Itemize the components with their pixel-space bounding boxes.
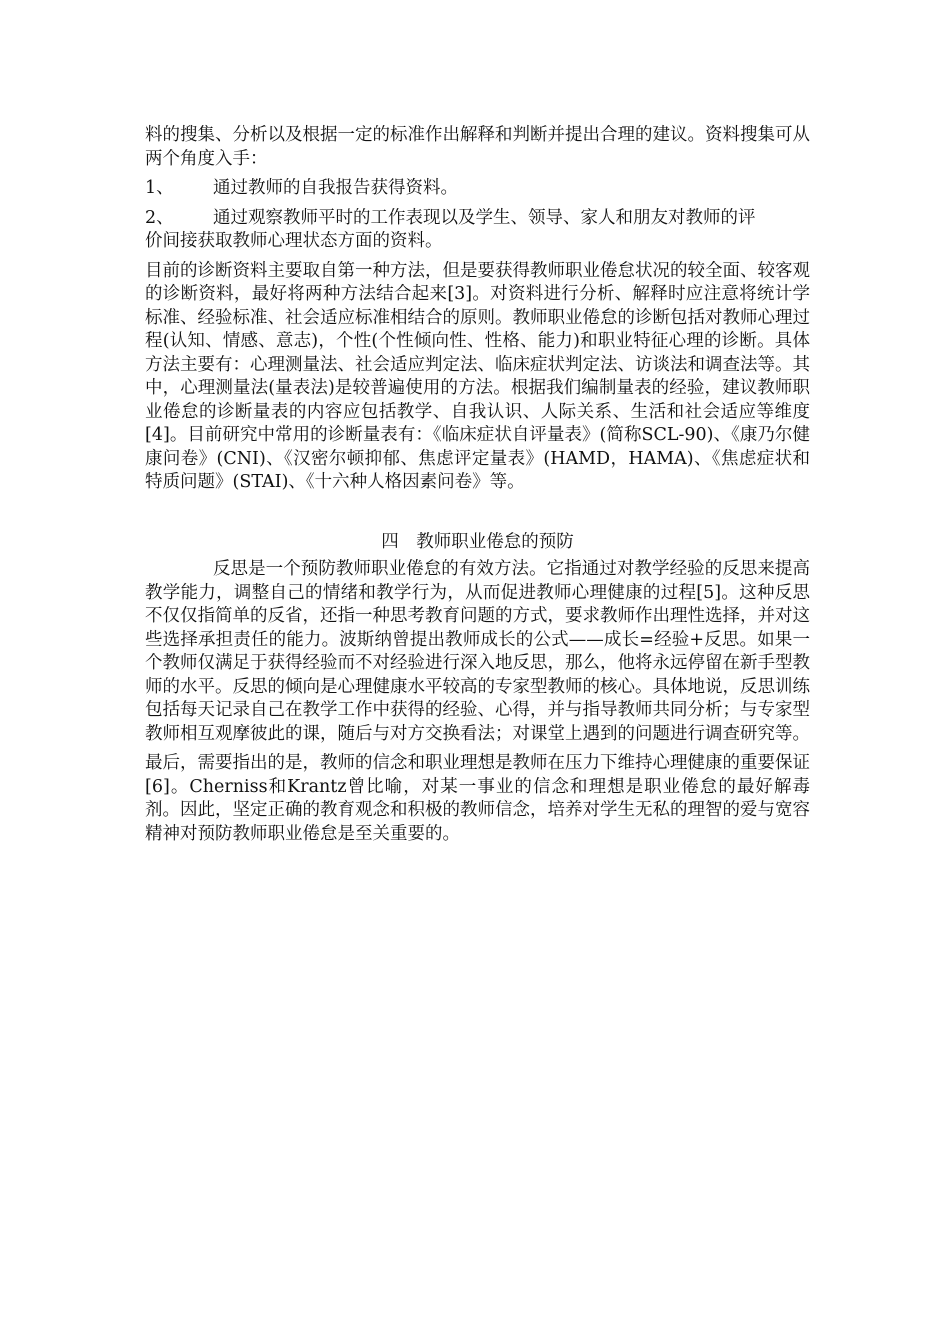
list-number: 2、 (145, 207, 174, 228)
list-text: 通过观察教师平时的工作表现以及学生、领导、家人和朋友对教师的评 (213, 207, 756, 228)
list-text-continuation: 价间接获取教师心理状态方面的资料。 (145, 231, 443, 251)
list-item-2 (145, 207, 810, 231)
list-number: 1、 (145, 178, 174, 198)
paragraph-diagnosis: 目前的诊断资料主要取自第一种方法，但是要获得教师职业倦怠状况的较全面、较客观的诊断资料，最好将两种方法结合起来[3]。对资料进行分析、解释时应注意将统计学标准、经验标准、社会适应标准相结合的原则。教师职业倦怠的诊断包括对教师心理过程(认知、情感、意志)，个性(个性倾向性、性格、能力)和职业特征心理的诊断。具体方法主要有：心理测量法、社会适应判定法、临床症状判定法、访谈法和调查法等。其中，心理测量法(量表法)是较普遍使用的方法。根据我们编制量表的经验，建议教师职业倦怠的诊断量表的内容应包括教学、自我认识、人际关系、生活和社会适应等维度[4]。目前研究中常用的诊断量表有：《临床症状自评量表》(简称SCL-90)、《康乃尔健康问卷》(CNI)、《汉密尔顿抑郁、焦虑评定量表》(HAMD，HAMA)、《焦虑症状和特质问题》(STAI)、《十六种人格因素问卷》等。 (145, 260, 810, 492)
section-heading: 四 教师职业倦怠的预防 (381, 531, 574, 552)
paragraph-reflection: 反思是一个预防教师职业倦怠的有效方法。它指通过对教学经验的反思来提高教学能力，调整自己的情绪和教学行为，从而促进教师心理健康的过程[5]。这种反思不仅仅指简单的反省，还指一种思考教育问题的方式，要求教师作出理性选择，并对这些选择承担责任的能力。波斯纳曾提出教师成长的公式——成长=经验+反思。如果一个教师仅满足于获得经验而不对经验进行深入地反思，那么，他将永远停留在新手型教师的水平。反思的倾向是心理健康水平较高的专家型教师的核心。具体地说，反思训练包括每天记录自己在教学工作中获得的经验、心得，并与指导教师共同分析；与专家型教师相互观摩彼此的课，随后与对方交换看法；对课堂上遇到的问题进行调查研究等。 (145, 559, 810, 744)
list-item-1 (145, 177, 810, 201)
paragraph-conclusion: 最后，需要指出的是，教师的信念和职业理想是教师在压力下维持心理健康的重要保证[6]。Cherniss和Krantz曾比喻，对某一事业的信念和理想是职业倦怠的最好解毒剂。因此，坚定正确的教育观念和积极的教师信念，培养对学生无私的理智的爱与宽容精神对预防教师职业倦怠是至关重要的。 (145, 753, 810, 844)
list-text: 通过教师的自我报告获得资料。 (213, 178, 458, 198)
paragraph-data-collection: 料的搜集、分析以及根据一定的标准作出解释和判断并提出合理的建议。资料搜集可从两个角度入手： (145, 125, 810, 169)
document-page (145, 124, 810, 846)
